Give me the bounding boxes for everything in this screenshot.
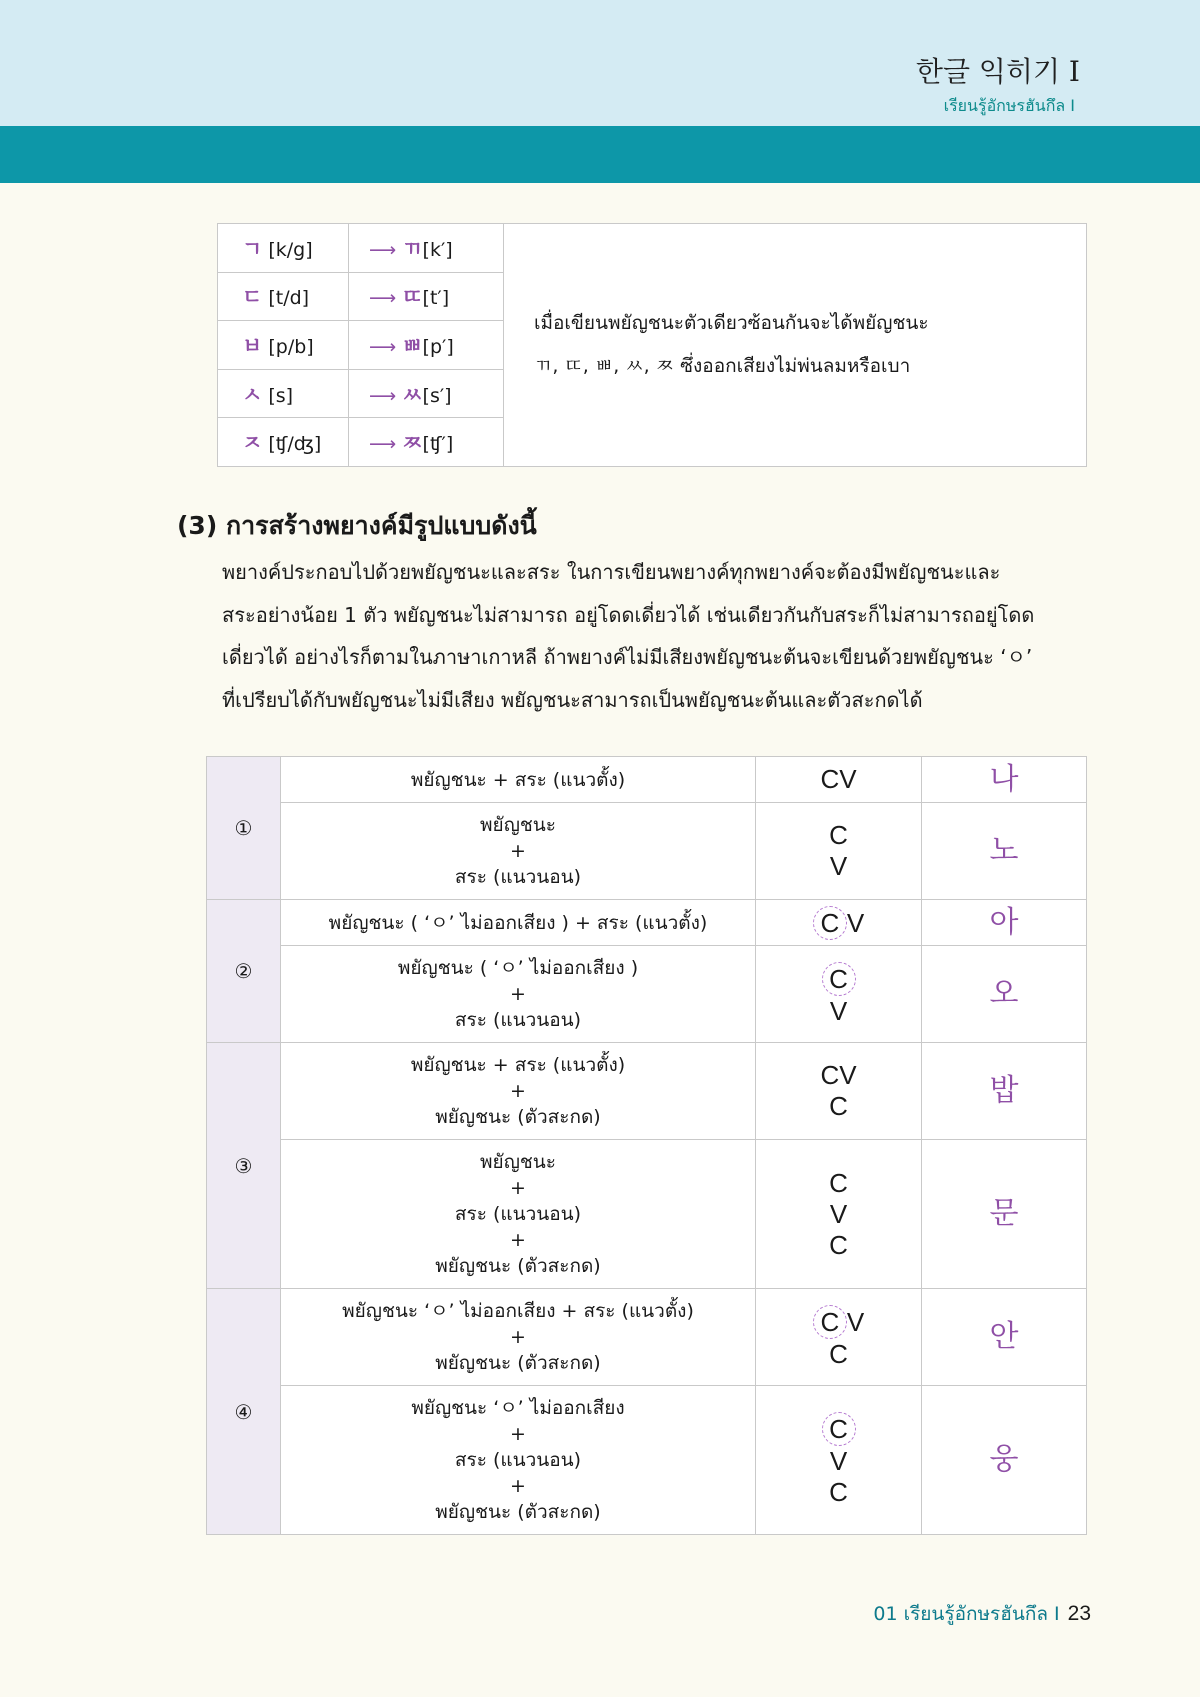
example-syllable: 나 <box>922 757 1087 803</box>
consonant-ipa: [k/g] <box>268 238 313 261</box>
desc-line: พยัญชนะ (ตัวสะกด) <box>435 1255 601 1277</box>
pattern-number: ② <box>207 900 281 1043</box>
double-consonant-ipa: [s′] <box>422 384 452 407</box>
consonant-char: ㅅ <box>242 382 263 407</box>
page-footer <box>873 1599 1091 1629</box>
double-consonant-char: ㄸ <box>402 285 423 310</box>
table-row <box>207 1140 1087 1289</box>
cv-pattern: C <box>829 1229 848 1260</box>
table-row <box>207 900 1087 946</box>
desc-line: พยัญชนะ (ตัวสะกด) <box>435 1501 601 1523</box>
double-consonant-ipa: [k′] <box>422 238 453 261</box>
note-line: ㄲ, ㄸ, ㅃ, ㅆ, ㅉ ซึ่งออกเสียงไม่พ่นลมหรือเบา <box>534 354 911 377</box>
header-title: 한글 익히기 I <box>915 55 1080 88</box>
cv-pattern: V <box>846 907 865 938</box>
section-paragraph <box>222 551 1102 721</box>
pattern-number: ③ <box>207 1043 281 1289</box>
paragraph-line: เดี่ยวได้ อย่างไรก็ตามในภาษาเกาหลี ถ้าพยางค์ไม่มีเสียงพยัญชนะต้นจะเขียนด้วยพยัญชนะ ‘ㅇ’ <box>222 645 1033 669</box>
desc-line: พยัญชนะ <box>480 814 556 836</box>
cv-pattern: V <box>829 1446 848 1476</box>
desc-line: สระ (แนวนอน) <box>454 1009 582 1031</box>
desc-line: สระ (แนวนอน) <box>454 866 582 888</box>
cv-pattern: C <box>829 820 848 850</box>
table-row <box>207 946 1087 1043</box>
pattern-number: ④ <box>207 1289 281 1535</box>
consonant-char: ㅂ <box>242 333 263 358</box>
consonant-char: ㄷ <box>242 285 263 310</box>
section-heading: (3) การสร้างพยางค์มีรูปแบบดังนี้ <box>177 511 537 540</box>
double-consonant-char: ㅉ <box>402 431 423 456</box>
plus-sign: + <box>510 840 526 862</box>
consonant-ipa: [s] <box>268 384 294 407</box>
plus-sign: + <box>510 1423 526 1445</box>
arrow-icon: ⟶ <box>369 384 397 407</box>
double-consonant-ipa: [t′] <box>422 287 450 310</box>
table-row <box>207 1386 1087 1535</box>
desc-line: พยัญชนะ + สระ (แนวตั้ง) <box>410 1054 626 1076</box>
plus-sign: + <box>510 983 526 1005</box>
cv-pattern: C <box>829 1091 848 1121</box>
arrow-icon: ⟶ <box>369 238 397 261</box>
double-consonant-ipa: [ʧ′] <box>422 433 454 456</box>
cv-pattern: CV <box>820 1060 857 1090</box>
silent-consonant-circle: C <box>822 1412 856 1446</box>
consonant-char: ㅈ <box>242 431 263 456</box>
table-row <box>207 803 1087 900</box>
example-syllable: 안 <box>922 1289 1087 1386</box>
silent-consonant-circle: C <box>822 962 856 996</box>
desc-line: พยัญชนะ <box>480 1151 556 1173</box>
desc-line: พยัญชนะ (ตัวสะกด) <box>435 1106 601 1128</box>
footer-part-label: 01 เรียนรู้อักษรฮันกึล I <box>873 1603 1060 1625</box>
plus-sign: + <box>510 1177 526 1199</box>
example-syllable: 문 <box>922 1140 1087 1289</box>
plus-sign: + <box>510 1229 526 1251</box>
plus-sign: + <box>510 1326 526 1348</box>
double-consonant-char: ㅆ <box>402 382 423 407</box>
table-row <box>207 757 1087 803</box>
example-syllable: 웅 <box>922 1386 1087 1535</box>
paragraph-line: ที่เปรียบได้กับพยัญชนะไม่มีเสียง พยัญชนะสามารถเป็นพยัญชนะต้นและตัวสะกดได้ <box>222 687 923 712</box>
plus-sign: + <box>510 1475 526 1497</box>
table-row <box>207 1289 1087 1386</box>
double-consonant-ipa: [p′] <box>422 335 454 358</box>
plus-sign: + <box>510 1080 526 1102</box>
arrow-icon: ⟶ <box>369 287 397 310</box>
cv-pattern: CV <box>820 764 857 794</box>
pattern-number: ① <box>207 757 281 900</box>
example-syllable: 밥 <box>922 1043 1087 1140</box>
consonant-ipa: [t/d] <box>268 287 310 310</box>
paragraph-line: พยางค์ประกอบไปด้วยพยัญชนะและสระ ในการเขียนพยางค์ทุกพยางค์จะต้องมีพยัญชนะและ <box>222 560 1001 584</box>
table-row <box>218 224 1087 273</box>
cv-pattern: C <box>829 1477 848 1507</box>
example-syllable: 노 <box>922 803 1087 900</box>
desc-line: สระ (แนวนอน) <box>454 1203 582 1225</box>
desc-line: พยัญชนะ ‘ㅇ’ ไม่ออกเสียง + สระ (แนวตั้ง) <box>342 1300 694 1322</box>
header-accent-bar <box>0 126 1200 183</box>
silent-consonant-circle: C <box>813 906 847 940</box>
cv-pattern: V <box>829 995 848 1026</box>
desc-line: พยัญชนะ ‘ㅇ’ ไม่ออกเสียง <box>411 1397 625 1419</box>
desc-line: พยัญชนะ ( ‘ㅇ’ ไม่ออกเสียง ) + สระ (แนวตั้ง) <box>328 911 708 934</box>
cv-pattern: C <box>829 1167 848 1198</box>
arrow-icon: ⟶ <box>369 433 397 456</box>
page-number: 23 <box>1067 1602 1091 1625</box>
arrow-icon: ⟶ <box>369 335 397 358</box>
consonant-ipa: [ʧ/ʤ] <box>268 433 322 456</box>
consonant-char: ㄱ <box>242 236 263 261</box>
silent-consonant-circle: C <box>813 1305 847 1339</box>
paragraph-line: สระอย่างน้อย 1 ตัว พยัญชนะไม่สามารถ อยู่โดดเดี่ยวได้ เช่นเดียวกันกับสระก็ไม่สามารถอยู่โดด <box>222 602 1035 627</box>
header-subtitle: เรียนรู้อักษรฮันกึล I <box>943 96 1075 115</box>
table-row <box>207 1043 1087 1140</box>
double-consonant-table <box>217 223 1087 467</box>
example-syllable: 오 <box>922 946 1087 1043</box>
desc-line: สระ (แนวนอน) <box>454 1449 582 1471</box>
consonant-ipa: [p/b] <box>268 335 314 358</box>
consonant-note <box>504 224 1087 467</box>
desc-line: พยัญชนะ (ตัวสะกด) <box>435 1352 601 1374</box>
double-consonant-char: ㄲ <box>402 236 423 261</box>
cv-pattern: V <box>846 1306 865 1337</box>
cv-pattern: C <box>829 1338 848 1369</box>
desc-line: พยัญชนะ ( ‘ㅇ’ ไม่ออกเสียง ) <box>397 957 639 979</box>
double-consonant-char: ㅃ <box>402 333 423 358</box>
cv-pattern: V <box>829 851 848 881</box>
desc-line: พยัญชนะ + สระ (แนวตั้ง) <box>410 768 626 791</box>
note-line: เมื่อเขียนพยัญชนะตัวเดียวซ้อนกันจะได้พยัญชนะ <box>534 311 929 334</box>
example-syllable: 아 <box>922 900 1087 946</box>
syllable-structure-table <box>206 756 1087 1535</box>
cv-pattern: V <box>829 1198 848 1229</box>
